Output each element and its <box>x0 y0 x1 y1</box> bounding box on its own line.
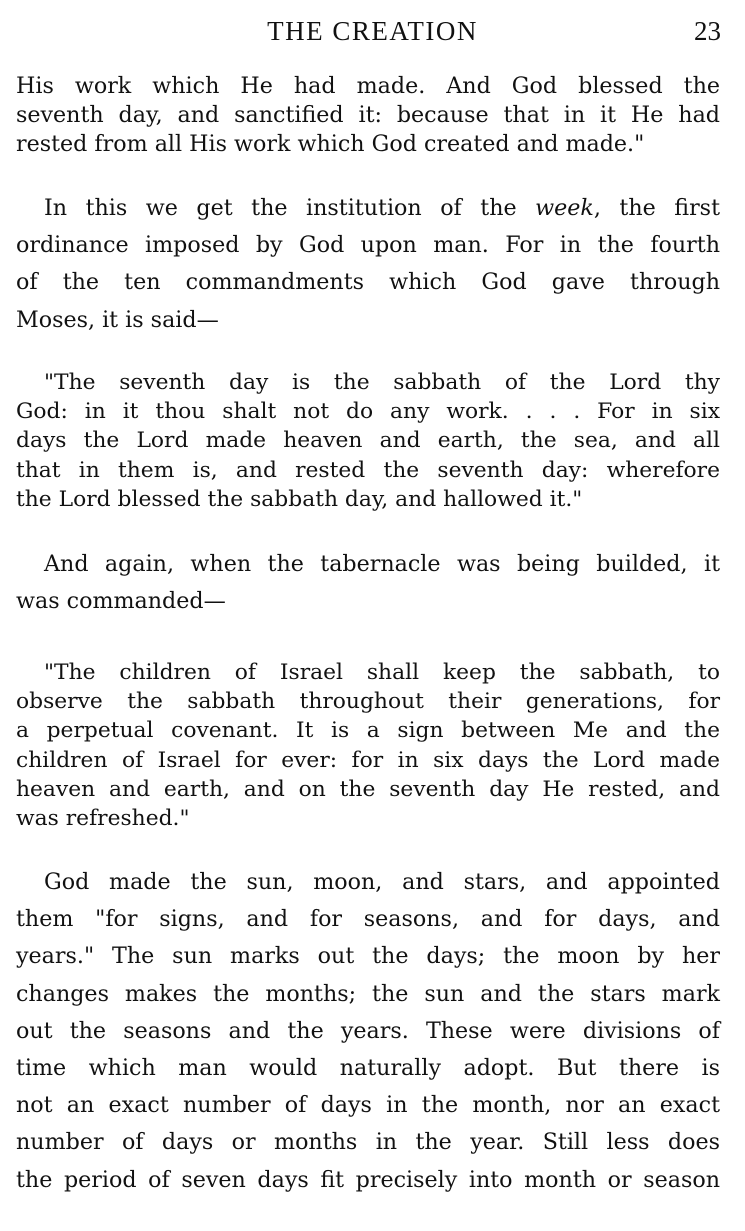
text-line: Moses, it is said— <box>16 306 219 333</box>
text-line: them "for signs, and for seasons, and for days, and <box>16 906 720 933</box>
text-line: days the Lord made heaven and earth, the sea, and all <box>16 428 720 454</box>
text-line: His work which He had made. And God blessed the <box>16 73 720 99</box>
text-line: rested from all His work which God created and made." <box>16 131 645 158</box>
block-quote-israel <box>16 658 720 833</box>
text-line: God: in it thou shalt not do any work. . . . For in six <box>16 399 720 425</box>
text-line: "The seventh day is the sabbath of the Lord thy <box>44 370 720 395</box>
text-line: the Lord blessed the sabbath day, and hallowed it." <box>16 486 583 512</box>
text-line: of the ten commandments which God gave through <box>16 269 720 296</box>
text-line: seventh day, and sanctified it: because that in it He had <box>16 102 720 129</box>
text-line: time which man would naturally adopt. But there is <box>16 1055 720 1082</box>
page-header <box>0 12 745 52</box>
paragraph-continuation <box>16 72 720 160</box>
text-line: a perpetual covenant. It is a sign between Me and the <box>16 718 720 744</box>
text-segment: In this we get the institution of the <box>44 195 517 221</box>
text-line: "The children of Israel shall keep the sabbath, to <box>44 660 720 685</box>
emphasis-week: week <box>535 195 594 221</box>
text-line: the period of seven days fit precisely into month or season <box>16 1166 720 1193</box>
text-line: years." The sun marks out the days; the moon by her <box>16 943 720 970</box>
page-number: 23 <box>694 16 721 46</box>
block-quote-commandment <box>16 368 720 514</box>
text-line: children of Israel for ever: for in six days the Lord made <box>16 747 720 773</box>
text-line: that in them is, and rested the seventh day: wherefore <box>16 457 720 483</box>
paragraph-tabernacle <box>16 546 720 620</box>
text-segment: , the first <box>593 195 720 221</box>
text-line: observe the sabbath throughout their generations, for <box>16 689 720 715</box>
paragraph-week-institution <box>16 190 720 339</box>
text-line: was commanded— <box>16 588 226 615</box>
text-line: And again, when the tabernacle was being builded, it <box>44 551 720 577</box>
paragraph-sun-moon-stars <box>16 864 720 1199</box>
text-line: ordinance imposed by God upon man. For in the fourth <box>16 232 720 259</box>
text-line: out the seasons and the years. These were divisions of <box>16 1017 720 1044</box>
text-line: number of days or months in the year. Still less does <box>16 1129 720 1156</box>
text-line: was refreshed." <box>16 806 190 832</box>
text-line: changes makes the months; the sun and the stars mark <box>16 980 720 1007</box>
text-line: not an exact number of days in the month, nor an exact <box>16 1092 720 1119</box>
text-line <box>16 190 720 227</box>
running-title: THE CREATION <box>267 16 478 46</box>
text-line: God made the sun, moon, and stars, and appointed <box>44 869 720 895</box>
text-line: heaven and earth, and on the seventh day He rested, and <box>16 776 720 802</box>
